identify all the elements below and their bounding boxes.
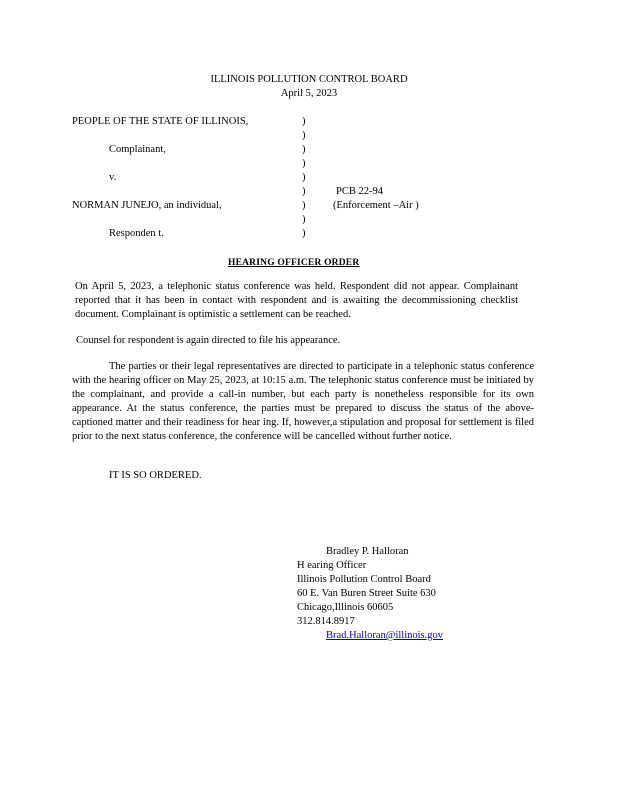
caption-paren: ): [302, 116, 306, 127]
signer-phone: 312.814.8917: [297, 616, 355, 627]
caption-paren: ): [302, 158, 306, 169]
signature-block: [297, 545, 443, 643]
caption-paren: ): [302, 228, 306, 239]
caption-paren: ): [302, 214, 306, 225]
document-title-text: HEARING OFFICER ORDER: [228, 258, 360, 268]
paragraph-conference: [72, 360, 534, 444]
caption-divider: [302, 115, 312, 241]
signer-address: 60 E. Van Buren Street Suite 630: [297, 588, 436, 599]
order-date: April 5, 2023: [280, 88, 338, 99]
defendant-role: Responden t.: [109, 228, 164, 239]
ordered-statement: IT IS SO ORDERED.: [109, 470, 202, 481]
signer-email-link[interactable]: Brad.Halloran@illinois.gov: [326, 630, 443, 641]
signer-city: Chicago,Illinois 60605: [297, 602, 394, 613]
paragraph-counsel-text: Counsel for respondent is again directed to file his appearance.: [76, 335, 341, 346]
case-number: PCB 22-94: [336, 186, 383, 197]
caption-paren: ): [302, 130, 306, 141]
paragraph-status-text: On April 5, 2023, a telephonic status conference was held. Respondent did not appear. Complainant reported that it has been in contact with respondent and is awaiting the decommissioning checklist document. Complainant is optimistic a settlement can be reached.: [75, 281, 518, 320]
agency-heading: ILLINOIS POLLUTION CONTROL BOARD: [210, 74, 408, 85]
signer-agency: Illinois Pollution Control Board: [297, 574, 431, 585]
document-title: [228, 256, 359, 270]
caption-paren: ): [302, 200, 306, 211]
paragraph-status: [75, 280, 518, 322]
caption-paren: ): [302, 144, 306, 155]
versus-label: v.: [109, 172, 117, 183]
case-type: (Enforcement –Air ): [333, 200, 419, 211]
caption-paren: ): [302, 186, 306, 197]
paragraph-counsel: [76, 334, 538, 348]
plaintiff-name: PEOPLE OF THE STATE OF ILLINOIS,: [72, 116, 249, 127]
paragraph-conference-text: The parties or their legal representatives are directed to participate in a telephonic status conference with the hearing officer on May 25, 2023, at 10:15 a.m. The telephonic status conference must be initiated by the complainant, and provide a call-in number, but each party is nonetheless responsible for its own appearance. At the status conference, the parties must be prepared to discuss the status of the above- captioned matter and their readiness for hear ing. If, however,a stipulation and proposal for settlement is filed prior to the next status conference, the conference will be cancelled without further notice.: [72, 361, 534, 442]
signer-name: Bradley P. Halloran: [326, 546, 409, 557]
signer-title: H earing Officer: [297, 560, 367, 571]
plaintiff-role: Complainant,: [109, 144, 166, 155]
defendant-name: NORMAN JUNEJO, an individual,: [72, 200, 222, 211]
caption-paren: ): [302, 172, 306, 183]
